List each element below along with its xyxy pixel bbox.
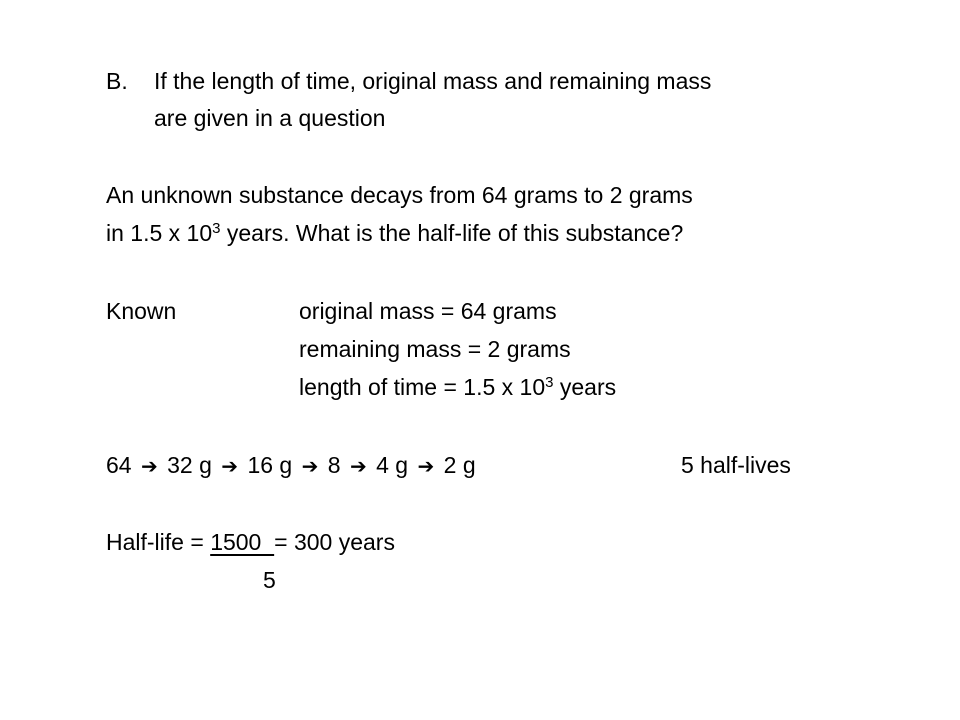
right-arrow-icon: ➔ [301, 454, 319, 478]
half-life-equation [106, 523, 395, 561]
heading-marker: B. [106, 68, 128, 94]
right-arrow-icon: ➔ [221, 454, 239, 478]
heading-text-1: If the length of time, original mass and remaining mass [154, 68, 712, 94]
half-lives-count: 5 half-lives [681, 452, 791, 478]
decay-step: 64 [106, 452, 132, 478]
problem-exponent: 3 [212, 220, 221, 237]
known-length-suffix: years [553, 374, 617, 400]
decay-step: 32 g [167, 452, 212, 478]
equation-denominator: 5 [263, 567, 276, 593]
heading-text-2: are given in a question [154, 105, 386, 131]
equation-label: Half-life = [106, 529, 211, 555]
problem-line-1: An unknown substance decays from 64 grams to 2 grams [106, 182, 693, 208]
known-length-exponent: 3 [545, 374, 554, 391]
known-remaining-mass: remaining mass = 2 grams [299, 336, 571, 362]
decay-step: 8 [327, 452, 341, 478]
known-length-of-time [299, 368, 616, 406]
equation-result: = 300 years [274, 529, 395, 555]
known-label: Known [106, 298, 177, 324]
equation-numerator: 1500 [210, 529, 275, 555]
right-arrow-icon: ➔ [349, 454, 367, 478]
decay-step: 16 g [247, 452, 293, 478]
known-row-1 [106, 292, 176, 330]
right-arrow-icon: ➔ [417, 454, 435, 478]
decay-step: 4 g [376, 452, 409, 478]
right-arrow-icon: ➔ [140, 454, 158, 478]
problem-line-2 [106, 214, 683, 252]
decay-step: 2 g [443, 452, 476, 478]
decay-chain [106, 446, 476, 485]
problem-line-2-suffix: years. What is the half-life of this substance? [220, 220, 684, 246]
problem-line-2-prefix: in 1.5 x 10 [106, 220, 213, 246]
known-original-mass: original mass = 64 grams [299, 298, 557, 324]
known-length-prefix: length of time = 1.5 x 10 [299, 374, 546, 400]
